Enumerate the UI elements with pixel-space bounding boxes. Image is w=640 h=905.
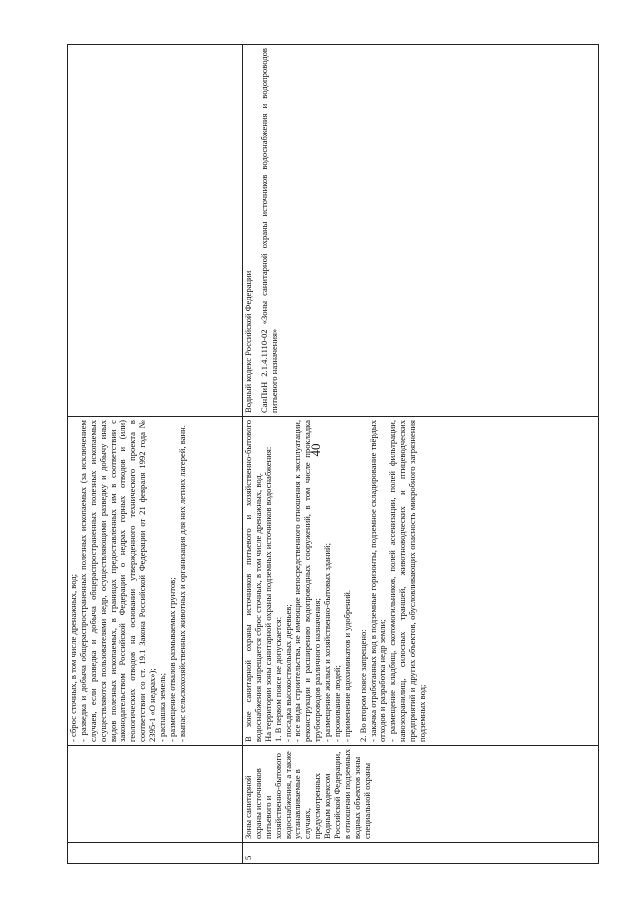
requirements-cell [243,417,599,746]
requirement-line: На территории зоны санитарной охраны подземных источников водоснабжения: [262,446,273,742]
row-number-cell [68,843,243,864]
requirement-line: 1. В первом поясе не допускается: [272,616,283,742]
rotated-table-container [67,44,599,864]
zone-cell [68,746,243,843]
requirement-line: - закачка отработанных вод в подземные горизонты, подземное складирование твёрдых отходов и разработка недр земли; [367,420,388,742]
zones-table [67,44,599,864]
document-reference: СанПиН 2.1.4.1110-02 «Зоны санитарной охраны источников водоснабжения и водопроводов питьевого назначения» [258,48,279,413]
requirement-line: - разведка и добыча общераспространенных полезных ископаемых (за исключением случаев, если разведка и добыча общераспространенных полезных ископаемых осуществляются пользователями недр, осуществляющими разведку и добычу иных видов полезных ископаемых, в границах предоставленных им в соответствии с законодательством Российской Федерации о недрах горных отводов и (или) геологических отводов на основании утвержденного технического проекта в соответствии со ст. 19.1 Закона Российской Федерации от 21 февраля 1992 года № 2395-1 «О недрах»); [77,420,157,742]
requirements-cell [68,417,243,746]
requirement-line: В зоне санитарной охраны источников питьевого и хозяйственно-бытового водоснабжения запрещается сброс сточных, в том числе дренажных, вод. [243,420,263,742]
requirement-line: - распашка земель; [156,672,167,742]
requirement-line: - размещение жилых и хозяйственно-бытовых зданий; [322,543,332,742]
documents-cell [68,45,243,417]
requirement-line: - проживание людей; [331,665,342,742]
requirement-line: - сброс сточных, в том числе дренажных, вод; [68,573,78,742]
requirement-line: - размещение кладбищ, скотомогильников, полей ассенизации, полей фильтрации, навозохранилищ, силосных траншей, животноводческих и птицеводческих предприятий и других объектов, обусловливающих опасность микробного загрязнения подземных вод; [387,420,427,742]
requirement-line: - все виды строительства, не имеющие непосредственного отношения к эксплуатации, реконструкции и расширению водопроводных сооружений, в том числе прокладка трубопроводов различного назначения; [292,420,323,742]
requirement-line: 2. Во втором поясе запрещено: [357,629,368,742]
requirement-line: - применение ядохимикатов и удобрений. [341,589,352,742]
row-number-cell: 5 [243,843,599,864]
document-reference: Водный кодекс Российской Федерации [243,270,253,413]
requirement-line: - размещение отвалов размываемых грунтов; [166,577,177,742]
documents-cell [243,45,599,417]
zone-cell: Зоны санитарной охраны источников питьевого и хозяйственно-бытового водоснабжения, а также устанавливаемые в случаях, предусмотренных Водным кодексом Российской Федерации, в отношении подземных водных объектов зоны специальной охраны [243,746,599,843]
table-row [243,45,599,864]
page-number: 40 [308,443,323,457]
table-row [68,45,243,864]
requirement-line: - выпас сельскохозяйственных животных и организация для них летних лагерей, ванн. [176,425,187,742]
requirement-line: - посадка высокоствольных деревьев; [282,604,293,742]
